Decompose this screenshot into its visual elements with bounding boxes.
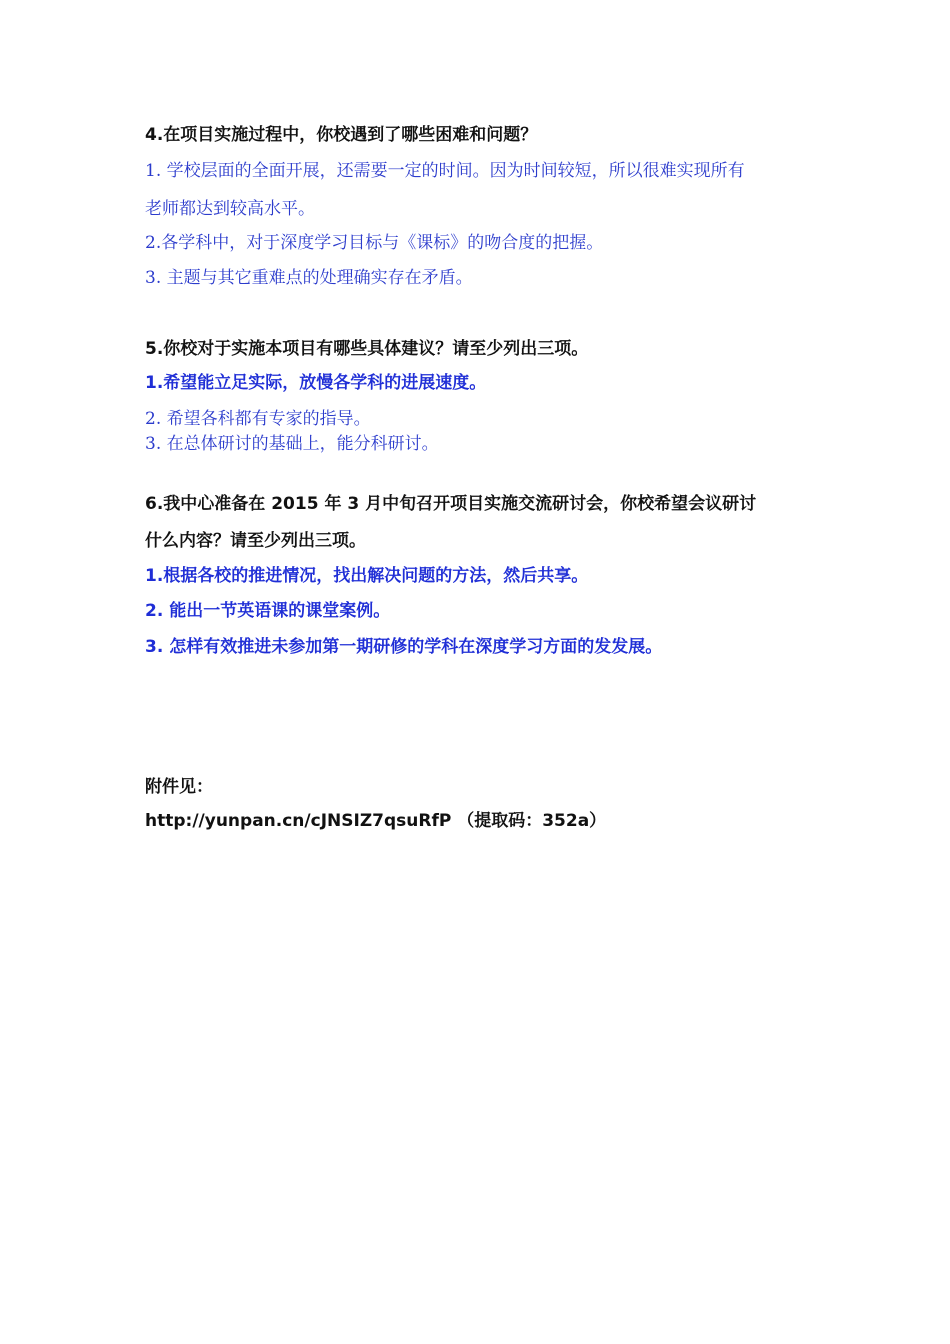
question-6-line-2: 什么内容？请至少列出三项。 [145,531,366,551]
answer-6-2: 2. 能出一节英语课的课堂案例。 [145,601,391,621]
answer-5-3: 3. 在总体研讨的基础上，能分科研讨。 [145,434,439,454]
answer-6-3: 3. 怎样有效推进未参加第一期研修的学科在深度学习方面的发发展。 [145,637,663,657]
answer-5-1: 1.希望能立足实际，放慢各学科的进展速度。 [145,373,487,393]
answer-4-1: 1. 学校层面的全面开展，还需要一定的时间。因为时间较短，所以很难实现所有 [145,161,745,181]
attachment-link[interactable]: http://yunpan.cn/cJNSIZ7qsuRfP （提取码：352a） [145,811,607,831]
attachment-label: 附件见： [145,777,213,797]
answer-5-2: 2. 希望各科都有专家的指导。 [145,409,371,429]
question-4: 4.在项目实施过程中，你校遇到了哪些困难和问题？ [145,125,538,145]
question-5: 5.你校对于实施本项目有哪些具体建议？请至少列出三项。 [145,339,589,359]
question-6-line-1: 6.我中心准备在 2015 年 3 月中旬召开项目实施交流研讨会，你校希望会议研讨 [145,494,757,514]
answer-4-1-cont: 老师都达到较高水平。 [145,199,315,219]
answer-6-1: 1.根据各校的推进情况，找出解决问题的方法，然后共享。 [145,566,589,586]
answer-4-2: 2.各学科中，对于深度学习目标与《课标》的吻合度的把握。 [145,233,604,253]
answer-4-3: 3. 主题与其它重难点的处理确实存在矛盾。 [145,268,473,288]
